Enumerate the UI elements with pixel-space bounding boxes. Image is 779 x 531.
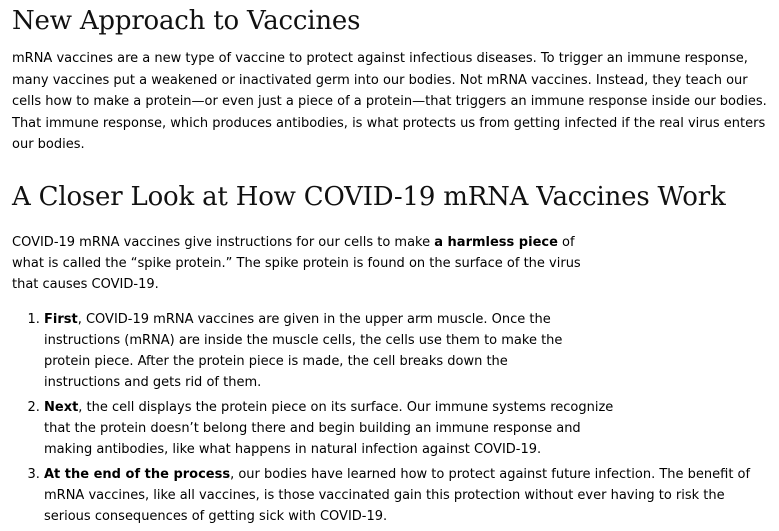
list-item-step-2 <box>44 397 614 460</box>
paragraph-text: of what is called the “spike protein.” The spike protein is found on the surface of the virus that causes COVID-19. <box>12 234 581 292</box>
step-lead: First <box>44 311 78 327</box>
step-text: , our bodies have learned how to protect against future infection. The benefit of mRNA vaccines, like all vaccines, is those vaccinated gain this protection without ever having to risk the serious consequences of getting sick with COVID-19. <box>44 466 751 524</box>
steps-list <box>12 309 772 527</box>
list-item-step-3 <box>44 464 774 527</box>
section-title-closer-look: A Closer Look at How COVID-19 mRNA Vaccines Work <box>12 181 726 212</box>
paragraph-text: COVID-19 mRNA vaccines give instructions for our cells to make <box>12 234 435 250</box>
emphasis-text: a harmless piece <box>434 234 558 250</box>
article <box>12 0 772 531</box>
intro-paragraph: mRNA vaccines are a new type of vaccine to protect against infectious diseases. To trigger an immune response, many vaccines put a weakened or inactivated germ into our bodies. Not mRNA vaccines. Instead, they teach our cells how to make a protein—or even just a piece of a protein—that triggers an immune response inside our bodies. That immune response, which produces antibodies, is what protects us from getting infected if the real virus enters our bodies. <box>12 51 767 152</box>
step-lead: At the end of the process <box>44 466 231 482</box>
step-lead: Next <box>44 399 79 415</box>
section-title-new-approach: New Approach to Vaccines <box>12 6 361 36</box>
list-item-step-1 <box>44 309 584 393</box>
spike-protein-paragraph <box>12 232 592 295</box>
step-text: , the cell displays the protein piece on its surface. Our immune systems recognize that the protein doesn’t belong there and begin building an immune response and making antibodies, like what happens in natural infection against COVID-19. <box>44 399 614 457</box>
step-text: , COVID-19 mRNA vaccines are given in the upper arm muscle. Once the instructions (mRNA) are inside the muscle cells, the cells use them to make the protein piece. After the protein piece is made, the cell breaks down the instructions and gets rid of them. <box>44 311 563 390</box>
